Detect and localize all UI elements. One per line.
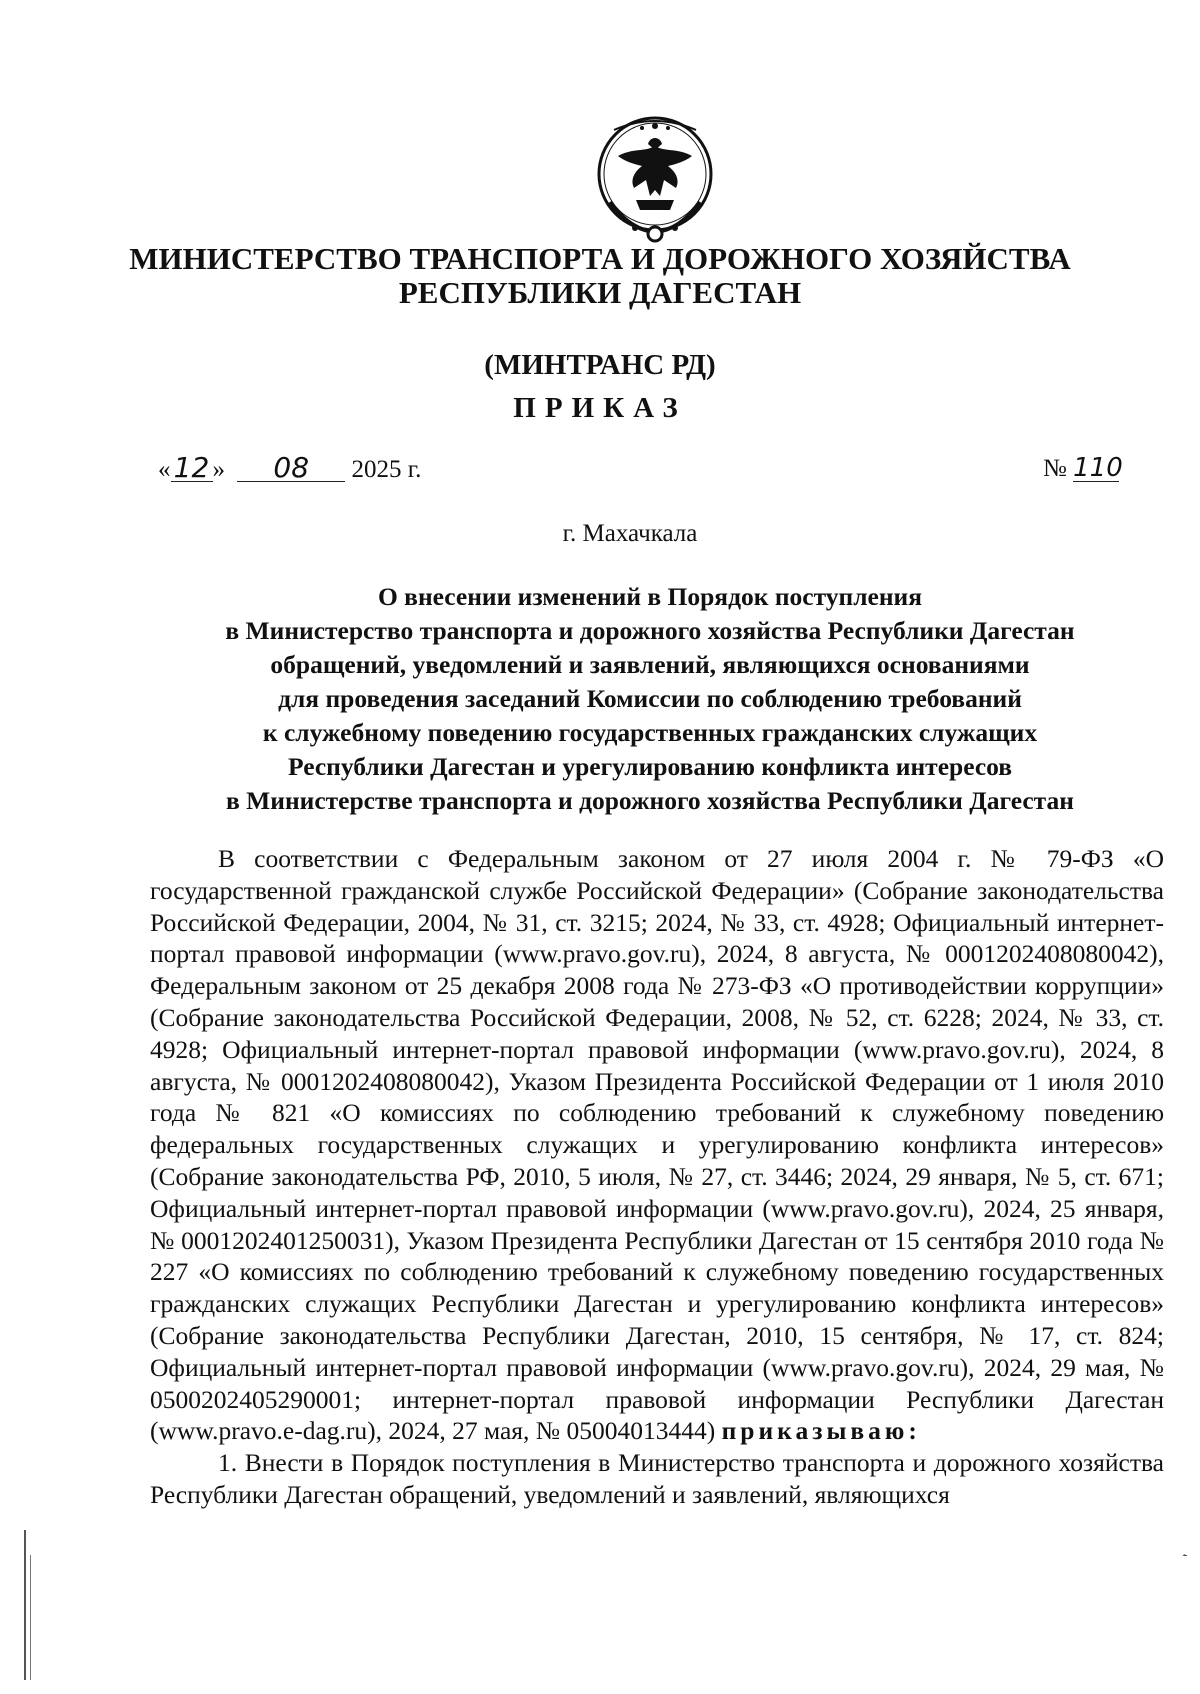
title-line: обращений, уведомлений и заявлений, являющихся основаниями — [270, 650, 1030, 679]
preamble-paragraph — [150, 843, 1164, 1447]
ministry-name — [0, 242, 1200, 310]
preamble-text: В соответствии с Федеральным законом от 27 июля 2004 г. № 79-ФЗ «О государственной гражданской службе Российской Федерации» (Собрание законодательства Российской Федерации, 2004, № 31, ст. 3215; 2024, № 33, ст. 4928; Официальный интернет-портал правовой информации (www.pravo.gov.ru), 2024, 8 августа, № 0001202408080042), Федеральным законом от 25 декабря 2008 года № 273-ФЗ «О противодействии коррупции» (Собрание законодательства Российской Федерации, 2008, № 52, ст. 6228; 2024, № 33, ст. 4928; Официальный интернет-портал правовой информации (www.pravo.gov.ru), 2024, 8 августа, № 0001202408080042), Указом Президента Российской Федерации от 1 июля 2010 года № 821 «О комиссиях по соблюдению требований к служебному поведению федеральных государственных служащих и урегулированию конфликта интересов» (Собрание законодательства РФ, 2010, 5 июля, № 27, ст. 3446; 2024, 29 января, № 5, ст. 671; Официальный интернет-портал правовой информации (www.pravo.gov.ru), 2024, 25 января, № 0001202401250031), Указом Президента Республики Дагестан от 15 сентября 2010 года № 227 «О комиссиях по соблюдению требований к служебному поведению государственных гражданских служащих Республики Дагестан и урегулированию конфликта интересов» (Собрание законодательства Республики Дагестан, 2010, 15 сентября, № 17, ст. 824; Официальный интернет-портал правовой информации (www.pravo.gov.ru), 2024, 29 мая, № 0500202405290001; интернет-портал правовой информации Республики Дагестан (www.pravo.e-dag.ru), 2024, 27 мая, № 05004013444) — [150, 844, 1164, 1446]
scan-edge-line — [30, 1555, 31, 1680]
title-line: Республики Дагестан и урегулированию конфликта интересов — [287, 752, 1013, 781]
number-label: № — [1043, 455, 1067, 482]
title-line: в Министерство транспорта и дорожного хозяйства Республики Дагестан — [225, 616, 1075, 645]
title-line: к служебному поведению государственных гражданских служащих — [262, 718, 1038, 747]
city: г. Махачкала — [562, 520, 698, 547]
document-type: ПРИКАЗ — [513, 392, 687, 424]
ministry-abbreviation: (МИНТРАНС РД) — [484, 349, 716, 381]
date-close-quote: » — [212, 456, 225, 483]
title-line: для проведения заседаний Комиссии по соблюдению требований — [278, 684, 1022, 713]
order-body — [150, 843, 1164, 1511]
ministry-name-line-1: МИНИСТЕРСТВО ТРАНСПОРТА И ДОРОЖНОГО ХОЗЯЙСТВА — [129, 241, 1071, 276]
date-day: 12 — [171, 455, 213, 482]
title-line: в Министерстве транспорта и дорожного хозяйства Республики Дагестан — [226, 786, 1074, 815]
coat-of-arms-emblem — [590, 112, 720, 252]
date-open-quote: « — [158, 456, 171, 483]
number-value: 110 — [1073, 453, 1123, 483]
title-line: О внесении изменений в Порядок поступления — [377, 582, 923, 611]
order-title — [150, 580, 1150, 818]
date-year: 2025 г. — [351, 456, 422, 483]
ministry-name-line-2: РЕСПУБЛИКИ ДАГЕСТАН — [398, 275, 802, 310]
order-number — [1043, 453, 1123, 483]
scan-edge-line — [24, 1530, 26, 1680]
order-word: приказываю: — [721, 1416, 921, 1446]
date-month: 08 — [237, 455, 345, 482]
order-date — [158, 451, 422, 484]
scan-mark: ˏ — [1173, 1537, 1189, 1559]
item-1-paragraph: 1. Внести в Порядок поступления в Министерство транспорта и дорожного хозяйства Республики Дагестан обращений, уведомлений и заявлений, являющихся — [150, 1448, 1164, 1509]
